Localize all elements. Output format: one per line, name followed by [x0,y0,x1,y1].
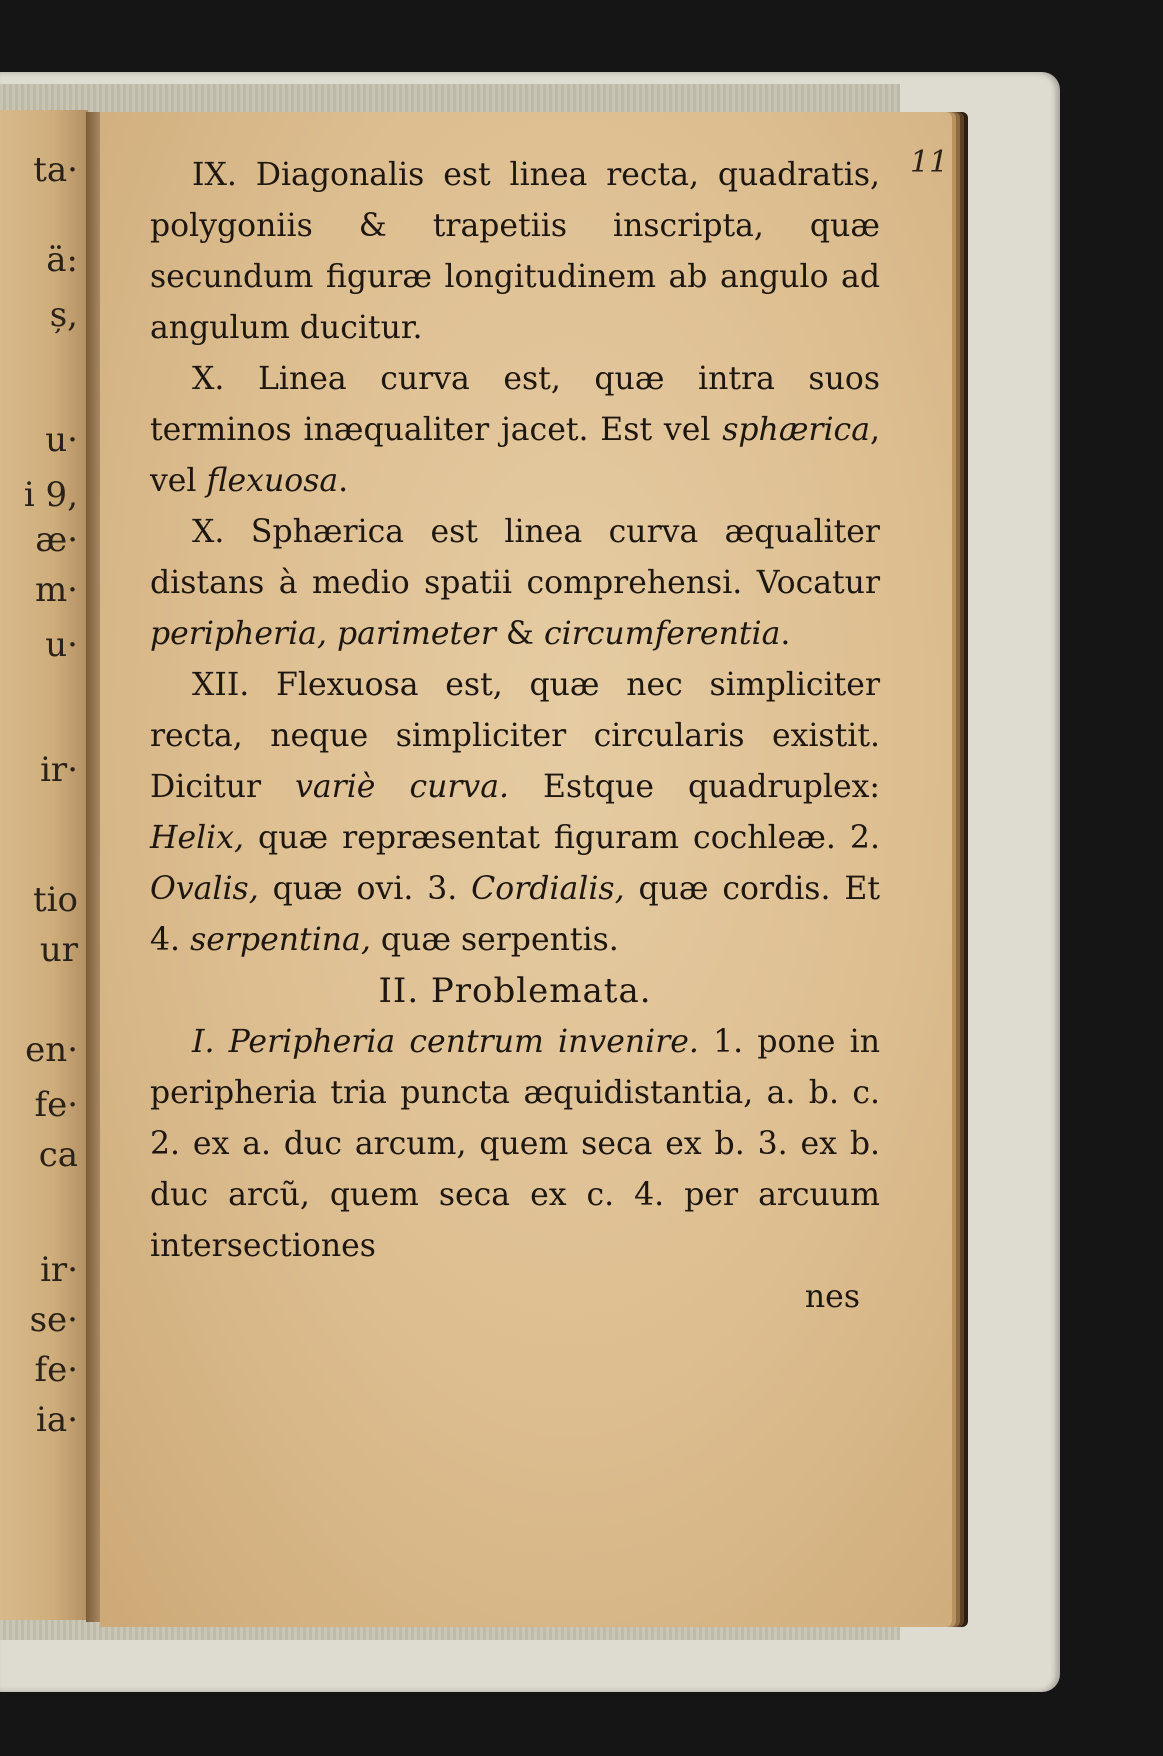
left-fragment: m· [34,570,78,610]
left-fragment: fe· [34,1350,78,1390]
left-fragment: ș, [49,295,78,335]
left-fragment: æ· [35,520,78,560]
left-fragment: u· [45,625,78,665]
catchword: nes [804,1279,860,1315]
left-fragment: en· [25,1030,78,1070]
definition-ix: IX. Diagonalis est linea recta, quadratis, polygoniis & trapetiis inscripta, quæ secundum figuræ longitudinem ab angulo ad angulum ducitur. [150,157,880,346]
left-page-edge [0,110,88,1620]
book-gutter [86,112,100,1622]
left-fragment: fe· [34,1085,78,1125]
left-fragment: ia· [36,1400,78,1440]
left-fragment: ta· [33,150,78,190]
page-number: 11 [910,145,949,180]
left-fragment: se· [29,1300,78,1340]
left-fragment: ä: [46,240,78,280]
definition-xii: XII. Flexuosa est, quæ nec simpliciter recta, neque simpliciter circularis existit. Dicitur variè curva. Estque quadruplex: Helix, quæ repræsentat figuram cochleæ. 2. Ovalis, quæ ovi. 3. Cordialis, quæ cordis. Et 4. serpentina, quæ serpentis. [150,667,880,958]
definition-x-spherical: X. Sphærica est linea curva æqualiter distans à medio spatii comprehensi. Vocatur peripheria, parimeter & circumferentia. [150,514,880,652]
definition-x-curve: X. Linea curva est, quæ intra suos terminos inæqualiter jacet. Est vel sphærica, vel flexuosa. [150,361,880,499]
section-heading: II. Problemata. [378,971,652,1011]
page-text [150,150,880,1323]
left-fragment: ir· [40,750,78,790]
binding-cloth-top [0,84,900,114]
left-fragment: tio [32,880,78,920]
left-fragment: ur [39,930,78,970]
left-fragment: u· [45,420,78,460]
left-fragment: i 9, [23,475,78,515]
left-fragment: ca [38,1135,78,1175]
left-fragment: ir· [40,1250,78,1290]
problem-i: I. Peripheria centrum invenire. 1. pone in peripheria tria puncta æquidistantia, a. b. c. 2. ex a. duc arcum, quem seca ex b. 3. ex b. duc arcũ, quem seca ex c. 4. per arcuum intersectiones [150,1024,881,1264]
